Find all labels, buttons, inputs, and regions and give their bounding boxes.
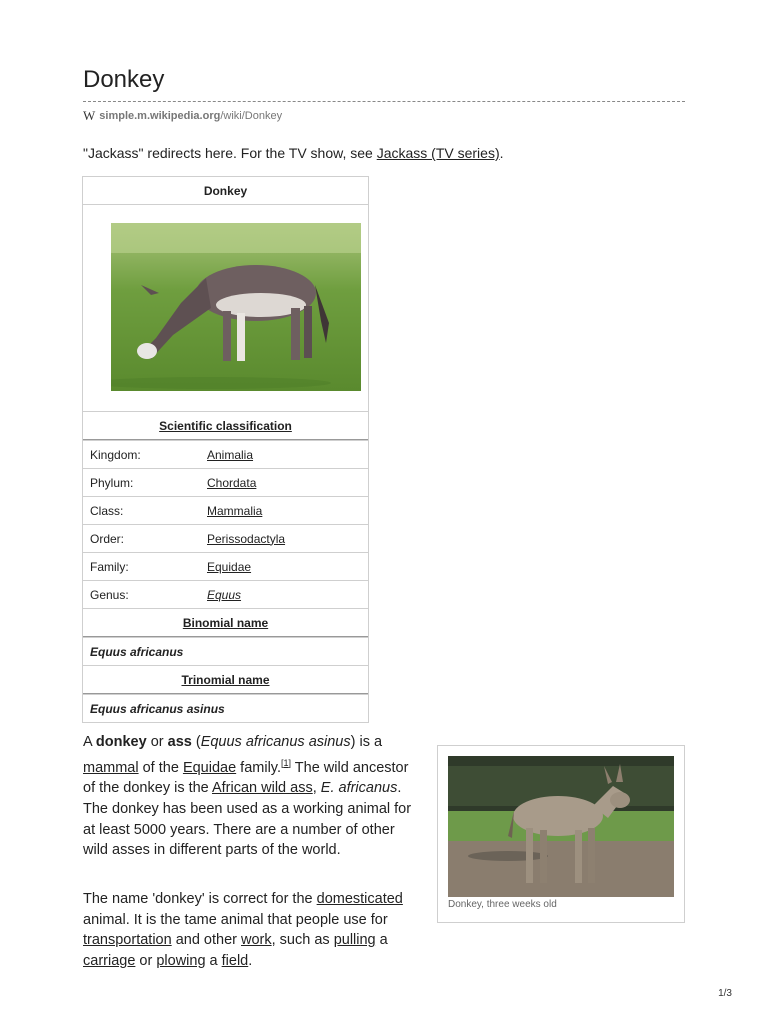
young-donkey-photo[interactable] [448, 756, 674, 897]
taxon-link-phylum[interactable]: Chordata [207, 475, 257, 490]
text: The name 'donkey' is correct for the [83, 891, 317, 907]
link-work[interactable]: work [241, 932, 272, 949]
text: ) is a [350, 734, 383, 750]
taxon-row-class [83, 496, 368, 524]
hatnote-end: . [499, 145, 504, 161]
wikipedia-logo-icon: W [83, 108, 96, 123]
binomial-row [83, 637, 368, 665]
taxon-row-phylum [83, 468, 368, 496]
taxon-label: Class: [90, 503, 124, 518]
text: ( [191, 734, 201, 750]
taxon-link-genus[interactable]: Equus [207, 587, 242, 602]
hatnote [83, 145, 504, 161]
intro-paragraph [83, 732, 418, 861]
trinomial-value: Equus africanus asinus [90, 701, 225, 716]
text: The wild ancestor of the donkey is the [83, 759, 409, 797]
link-carriage[interactable]: carriage [83, 953, 136, 970]
taxon-label: Genus: [90, 587, 129, 602]
text: a [205, 953, 222, 970]
taxon-row-family [83, 552, 368, 580]
text: . [248, 953, 253, 970]
text: and other [171, 932, 241, 949]
reference-link[interactable]: [1] [281, 757, 292, 768]
text: , [312, 780, 321, 797]
source-domain: simple.m.wikipedia.org [99, 110, 221, 122]
trinomial-header [83, 665, 368, 694]
taxon-label: Phylum: [90, 475, 134, 490]
page-number: 1/3 [718, 988, 732, 999]
thumbnail-caption: Donkey, three weeks old [448, 899, 557, 910]
link-transportation[interactable]: transportation [83, 932, 172, 949]
taxon-label: Order: [90, 531, 125, 546]
text: or [135, 953, 157, 970]
text: A [83, 734, 96, 750]
page-title: Donkey [83, 66, 165, 93]
name-paragraph [83, 889, 418, 972]
source-path: /wiki/Donkey [220, 110, 283, 122]
taxon-row-genus [83, 580, 368, 608]
text: . The donkey has been used as a working animal for at least 5000 years. There are a number of other wild asses in different parts of the world. [83, 780, 412, 859]
source-line [83, 108, 282, 124]
trinomial-row [83, 694, 368, 722]
infobox-title: Donkey [203, 183, 248, 198]
bold-term: ass [167, 734, 192, 750]
bold-term: donkey [95, 734, 147, 750]
link-mammal[interactable]: mammal [83, 759, 139, 776]
taxon-link-family[interactable]: Equidae [207, 559, 252, 574]
link-field[interactable]: field [221, 953, 249, 970]
text: , such as [271, 932, 334, 949]
text: a [375, 932, 388, 949]
hatnote-text: "Jackass" redirects here. For the TV show, see [83, 145, 373, 161]
link-pulling[interactable]: pulling [333, 932, 376, 949]
taxon-link-order[interactable]: Perissodactyla [207, 531, 286, 546]
italic-term: E. africanus [320, 780, 398, 797]
taxon-label: Family: [90, 559, 129, 574]
taxon-row-order [83, 524, 368, 552]
binomial-link[interactable]: Binomial name [182, 615, 269, 630]
donkey-grazing-photo [111, 223, 361, 391]
taxon-row-kingdom [83, 440, 368, 468]
binomial-value: Equus africanus [90, 644, 184, 659]
text: family. [236, 759, 282, 776]
trinomial-link[interactable]: Trinomial name [181, 672, 270, 687]
link-equidae[interactable]: Equidae [182, 759, 237, 776]
classification-link[interactable]: Scientific classification [159, 418, 292, 433]
source-url[interactable] [99, 110, 282, 122]
link-domesticated[interactable]: domesticated [316, 891, 403, 907]
binomial-header [83, 608, 368, 637]
italic-term: Equus africanus asinus [200, 734, 351, 750]
infobox [82, 176, 369, 723]
title-divider [83, 101, 685, 102]
hatnote-link[interactable]: Jackass (TV series) [376, 145, 500, 161]
taxon-link-kingdom[interactable]: Animalia [207, 447, 254, 462]
link-african-wild-ass[interactable]: African wild ass [211, 780, 313, 797]
classification-header [83, 411, 368, 440]
text: or [146, 734, 168, 750]
taxon-label: Kingdom: [90, 447, 141, 462]
link-plowing[interactable]: plowing [156, 953, 206, 970]
text: animal. It is the tame animal that people use for [83, 911, 388, 928]
thumbnail-figure [437, 745, 685, 923]
text: of the [138, 759, 183, 776]
taxon-link-class[interactable]: Mammalia [207, 503, 263, 518]
infobox-image[interactable] [83, 204, 368, 411]
